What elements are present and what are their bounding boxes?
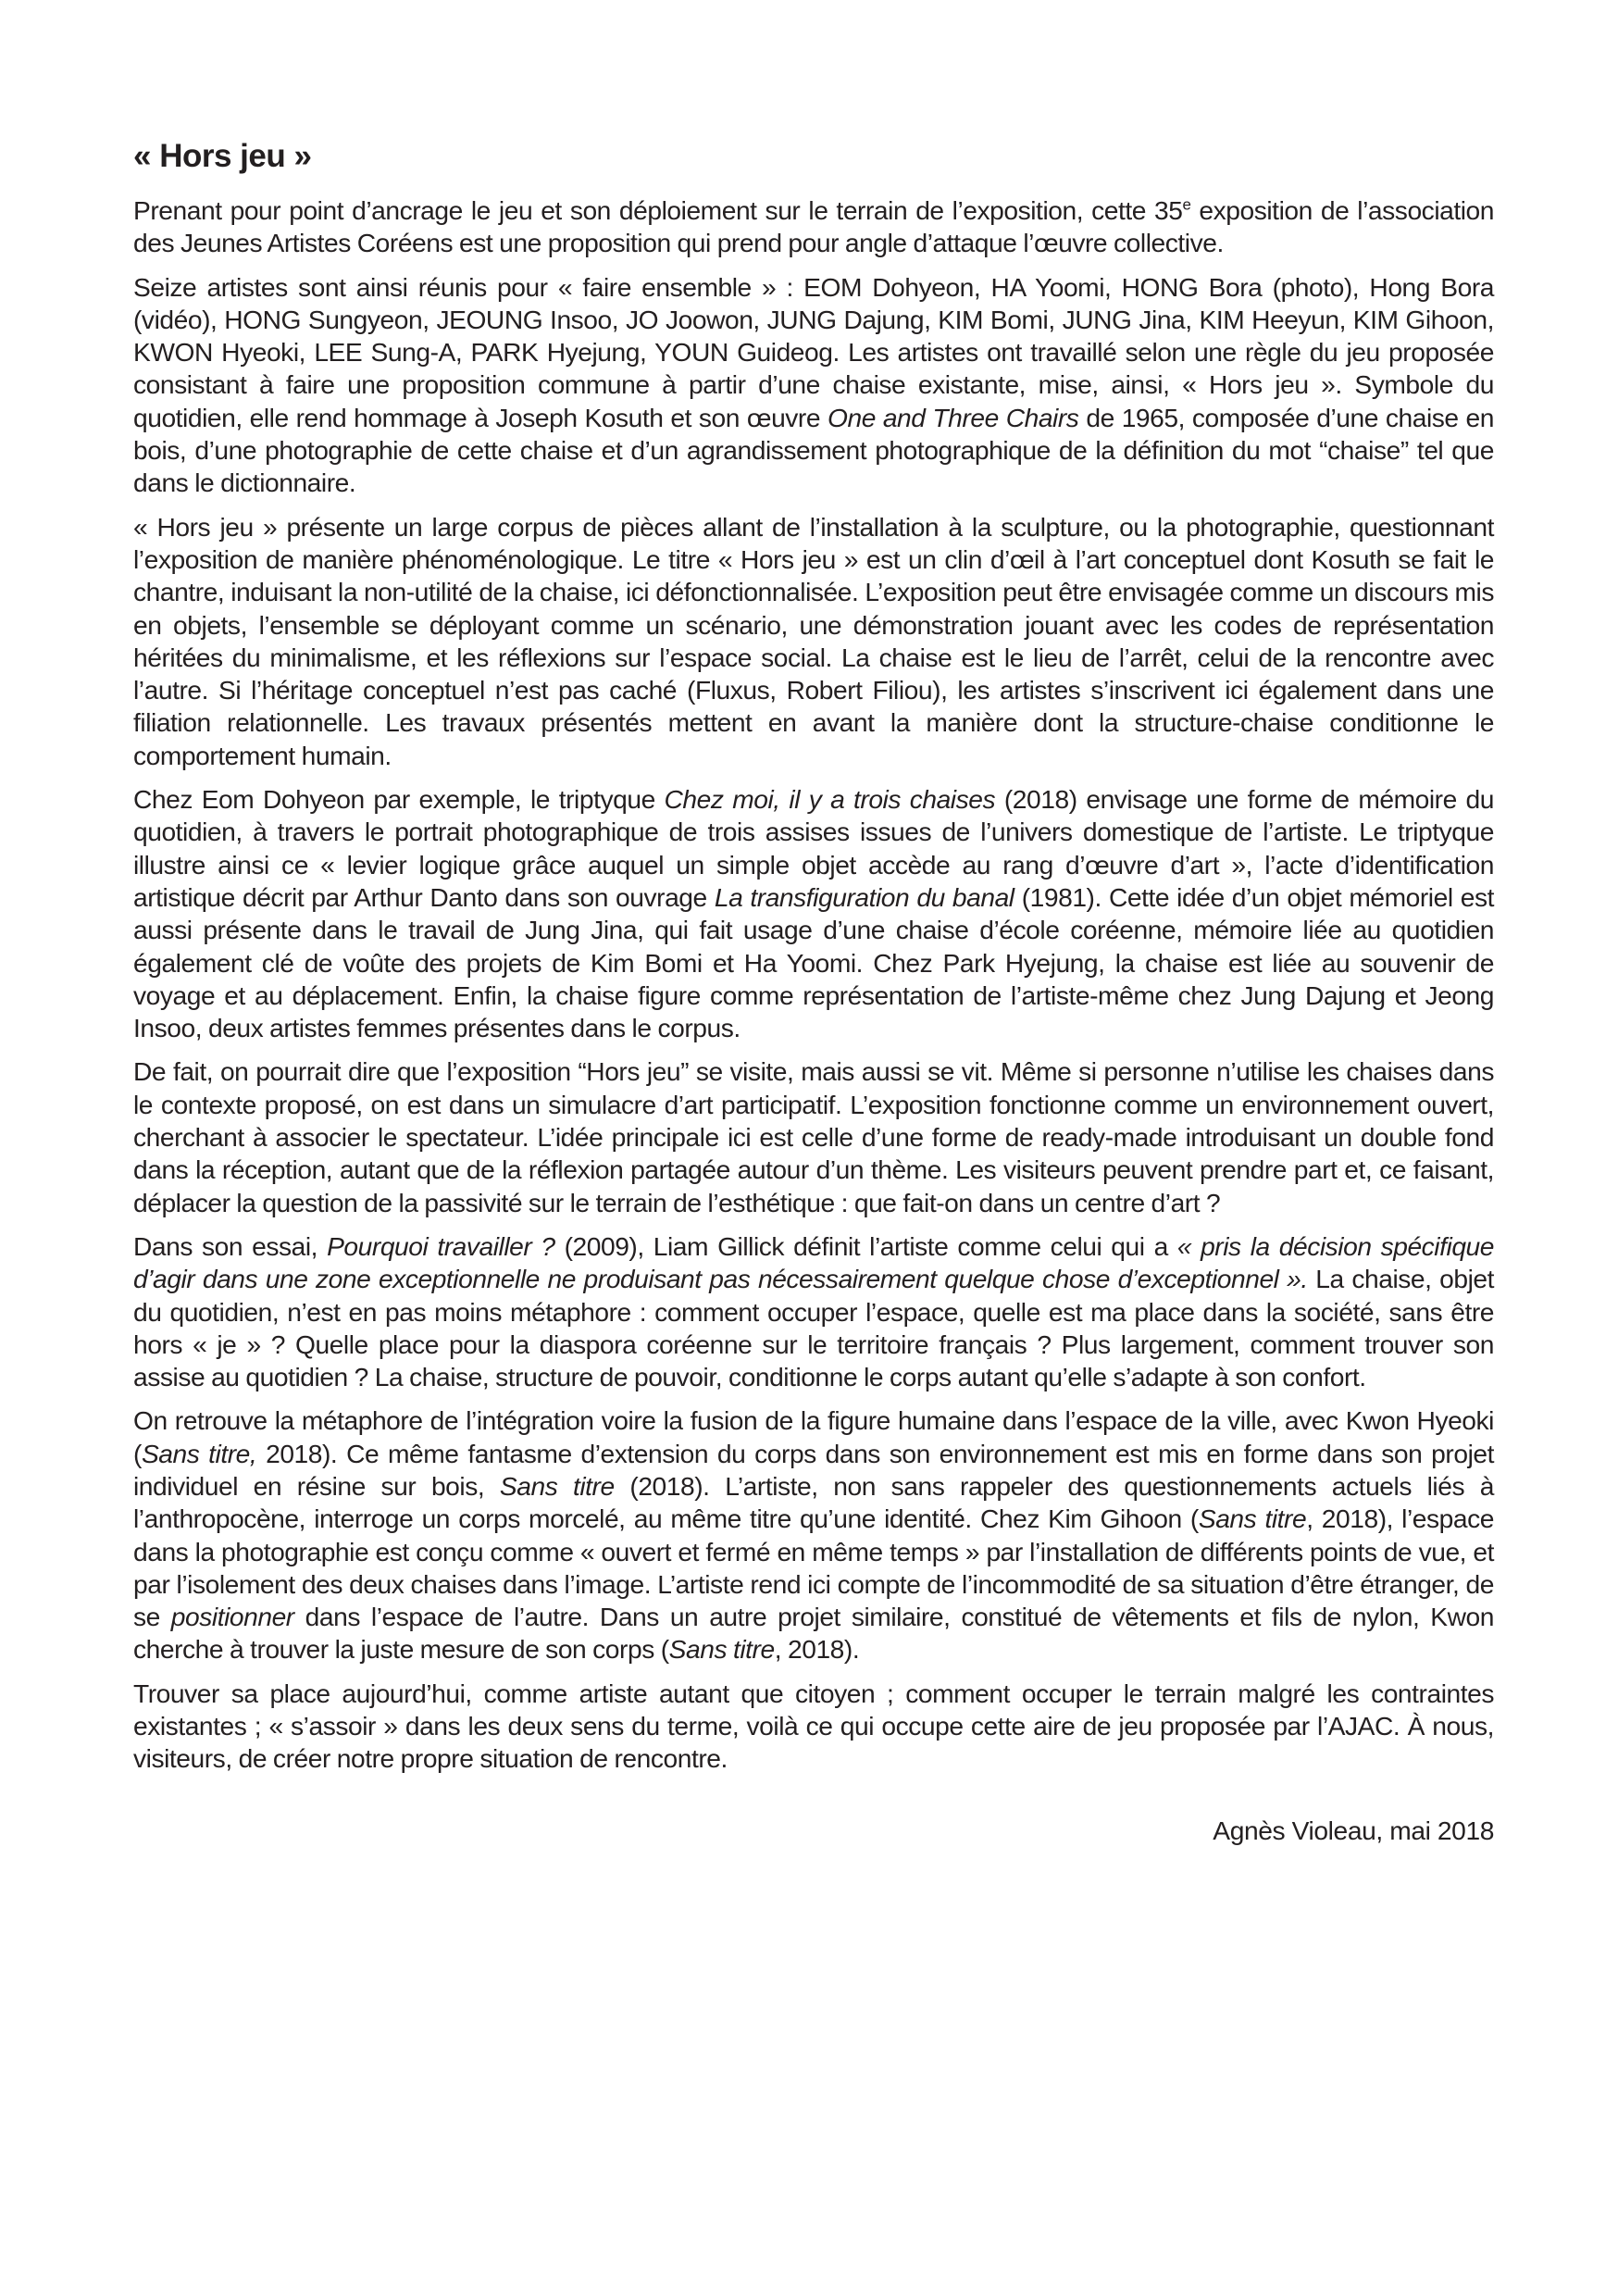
artwork-title: Chez moi, il y a trois chaises bbox=[664, 784, 996, 815]
artwork-title: Sans titre bbox=[1198, 1504, 1307, 1534]
author-signature: Agnès Violeau, mai 2018 bbox=[1213, 1815, 1494, 1845]
text-run: , 2018). bbox=[774, 1634, 860, 1665]
text-run: , 2018), l’espace dans la photographie est conçu comme « ouvert et fermé en même temps » par l’installation de différents points de vue, et par l’isolement des deux chaises dans l’image. L’artiste rend ici compte de l’incommodité de sa situation d’être étranger, de se bbox=[133, 1504, 1495, 1632]
paragraph-kwon-kim bbox=[133, 1404, 1494, 1666]
text-run: 2018). Ce même fantasme d’extension du corps dans son environnement est mis en forme dans son projet individuel en résine sur bois, bbox=[133, 1438, 1494, 1501]
text-run: dans l’espace de l’autre. Dans un autre projet similaire, constitué de vêtements et fils de nylon, Kwon cherche à trouver la juste mesure de son corps ( bbox=[133, 1602, 1494, 1665]
document-page bbox=[133, 135, 1494, 1847]
artwork-title: Sans titre bbox=[668, 1634, 775, 1665]
text-run: Seize artistes sont ainsi réunis pour « faire ensemble » : EOM Dohyeon, HA Yoomi, HONG Bora (photo), Hong Bora (vidéo), HONG Sungyeon, JEOUNG Insoo, JO Joowon, JUNG Dajung, KIM Bomi, JUNG Jina, KIM Heeyun, KIM Gihoon, KWON Hyeoki, LEE Sung-A, PARK Hyejung, YOUN Guideog. Les artistes ont travaillé selon une règle du jeu proposée consistant à faire une proposition commune à partir d’une chaise existante, mise, ainsi, « Hors jeu ». Symbole du quotidien, elle rend hommage à Joseph Kosuth et son œuvre bbox=[133, 271, 1494, 432]
paragraph-intro bbox=[133, 194, 1494, 260]
text-run: Prenant pour point d’ancrage le jeu et son déploiement sur le terrain de l’exposition, cette 35 bbox=[133, 195, 1183, 225]
paragraph-artists bbox=[133, 271, 1494, 500]
book-title: Pourquoi travailler ? bbox=[327, 1230, 555, 1261]
artwork-title: One and Three Chairs bbox=[828, 402, 1079, 432]
text-run: Dans son essai, bbox=[133, 1230, 328, 1261]
text-run: La chaise, objet du quotidien, n’est en pas moins métaphore : comment occuper l’espace, quelle est ma place dans la société, sans être hors « je » ? Quelle place pour la diaspora coréenne sur le territoire français ? Plus largement, comment trouver son assise au quotidien ? La chaise, structure de pouvoir, conditionne le corps autant qu’elle s’adapte à son confort. bbox=[133, 1264, 1494, 1392]
paragraph-corpus: « Hors jeu » présente un large corpus de pièces allant de l’installation à la sculpture, ou la photographie, questionnant l’exposition de manière phénoménologique. Le titre « Hors jeu » est un clin d’œil à l’art conceptuel dont Kosuth se fait le chantre, induisant la non-utilité de la chaise, ici défonctionnalisée. L’exposition peut être envisagée comme un discours mis en objets, l’ensemble se déployant comme un scénario, une démonstration jouant avec les codes de représentation héritées du minimalisme, et les réflexions sur l’espace social. La chaise est le lieu de l’arrêt, celui de la rencontre avec l’autre. Si l’héritage conceptuel n’est pas caché (Fluxus, Robert Filiou), les artistes s’inscrivent ici également dans une filiation relationnelle. Les travaux présentés mettent en avant la manière dont la structure-chaise conditionne le comportement humain. bbox=[133, 511, 1494, 770]
text-run: (1981). Cette idée d’un objet mémoriel est aussi présente dans le travail de Jung Jina, qui fait usage d’une chaise d’école coréenne, mémoire liée au quotidien également clé de voûte des projets de Kim Bomi et Ha Yoomi. Chez Park Hyejung, la chaise est liée au souvenir de voyage et au déplacement. Enfin, la chaise figure comme représentation de l’artiste-même chez Jung Dajung et Jeong Insoo, deux artistes femmes présentes dans le corpus. bbox=[133, 881, 1494, 1043]
text-run: (2009), Liam Gillick définit l’artiste comme celui qui a bbox=[554, 1230, 1177, 1261]
book-title: La transfiguration du banal bbox=[714, 881, 1014, 912]
paragraph-conclusion: Trouver sa place aujourd’hui, comme artiste autant que citoyen ; comment occuper le terrain malgré les contraintes existantes ; « s’assoir » dans les deux sens du terme, voilà ce qui occupe cette aire de jeu proposée par l’AJAC. À nous, visiteurs, de créer notre propre situation de rencontre. bbox=[133, 1678, 1494, 1774]
paragraph-eom-dohyeon bbox=[133, 783, 1494, 1044]
text-run: (2018). L’artiste, non sans rappeler des questionnements actuels liés à l’anthropocène, interroge un corps morcelé, au même titre qu’une identité. Chez Kim Gihoon ( bbox=[133, 1470, 1494, 1534]
emphasis: positionner bbox=[170, 1602, 294, 1632]
superscript-ordinal: e bbox=[1182, 195, 1191, 214]
quotation: « pris la décision spécifique d’agir dans une zone exceptionnelle ne produisant pas nécessairement quelque chose d’exceptionnel ». bbox=[133, 1230, 1494, 1294]
text-run: Chez Eom Dohyeon par exemple, le triptyque bbox=[133, 784, 665, 815]
paragraph-gillick bbox=[133, 1230, 1494, 1393]
text-run: On retrouve la métaphore de l’intégration voire la fusion de la figure humaine dans l’espace de la ville, avec Kwon Hyeoki ( bbox=[133, 1405, 1494, 1468]
text-run: de 1965, composée d’une chaise en bois, d’une photographie de cette chaise et d’un agrandissement photographique de la définition du mot “chaise” tel que dans le dictionnaire. bbox=[133, 402, 1494, 498]
document-title: « Hors jeu » bbox=[133, 138, 312, 174]
text-run: (2018) envisage une forme de mémoire du quotidien, à travers le portrait photographique de trois assises issues de l’univers domestique de l’artiste. Le triptyque illustre ainsi ce « levier logique grâce auquel un simple objet accède au rang d’œuvre d’art », l’acte d’identification artistique décrit par Arthur Danto dans son ouvrage bbox=[133, 784, 1494, 912]
paragraph-participation: De fait, on pourrait dire que l’exposition “Hors jeu” se visite, mais aussi se vit. Même si personne n’utilise les chaises dans le contexte proposé, on est dans un simulacre d’art participatif. L’exposition fonctionne comme un environnement ouvert, cherchant à associer le spectateur. L’idée principale ici est celle d’une forme de ready-made introduisant un double fond dans la réception, autant que de la réflexion partagée autour d’un thème. Les visiteurs peuvent prendre part et, ce faisant, déplacer la question de la passivité sur le terrain de l’esthétique : que fait-on dans un centre d’art ? bbox=[133, 1056, 1494, 1217]
artwork-title: Sans titre bbox=[499, 1470, 615, 1501]
artwork-title: Sans titre, bbox=[141, 1438, 257, 1468]
text-run: exposition de l’association des Jeunes Artistes Coréens est une proposition qui prend pour angle d’attaque l’œuvre collective. bbox=[133, 195, 1495, 258]
